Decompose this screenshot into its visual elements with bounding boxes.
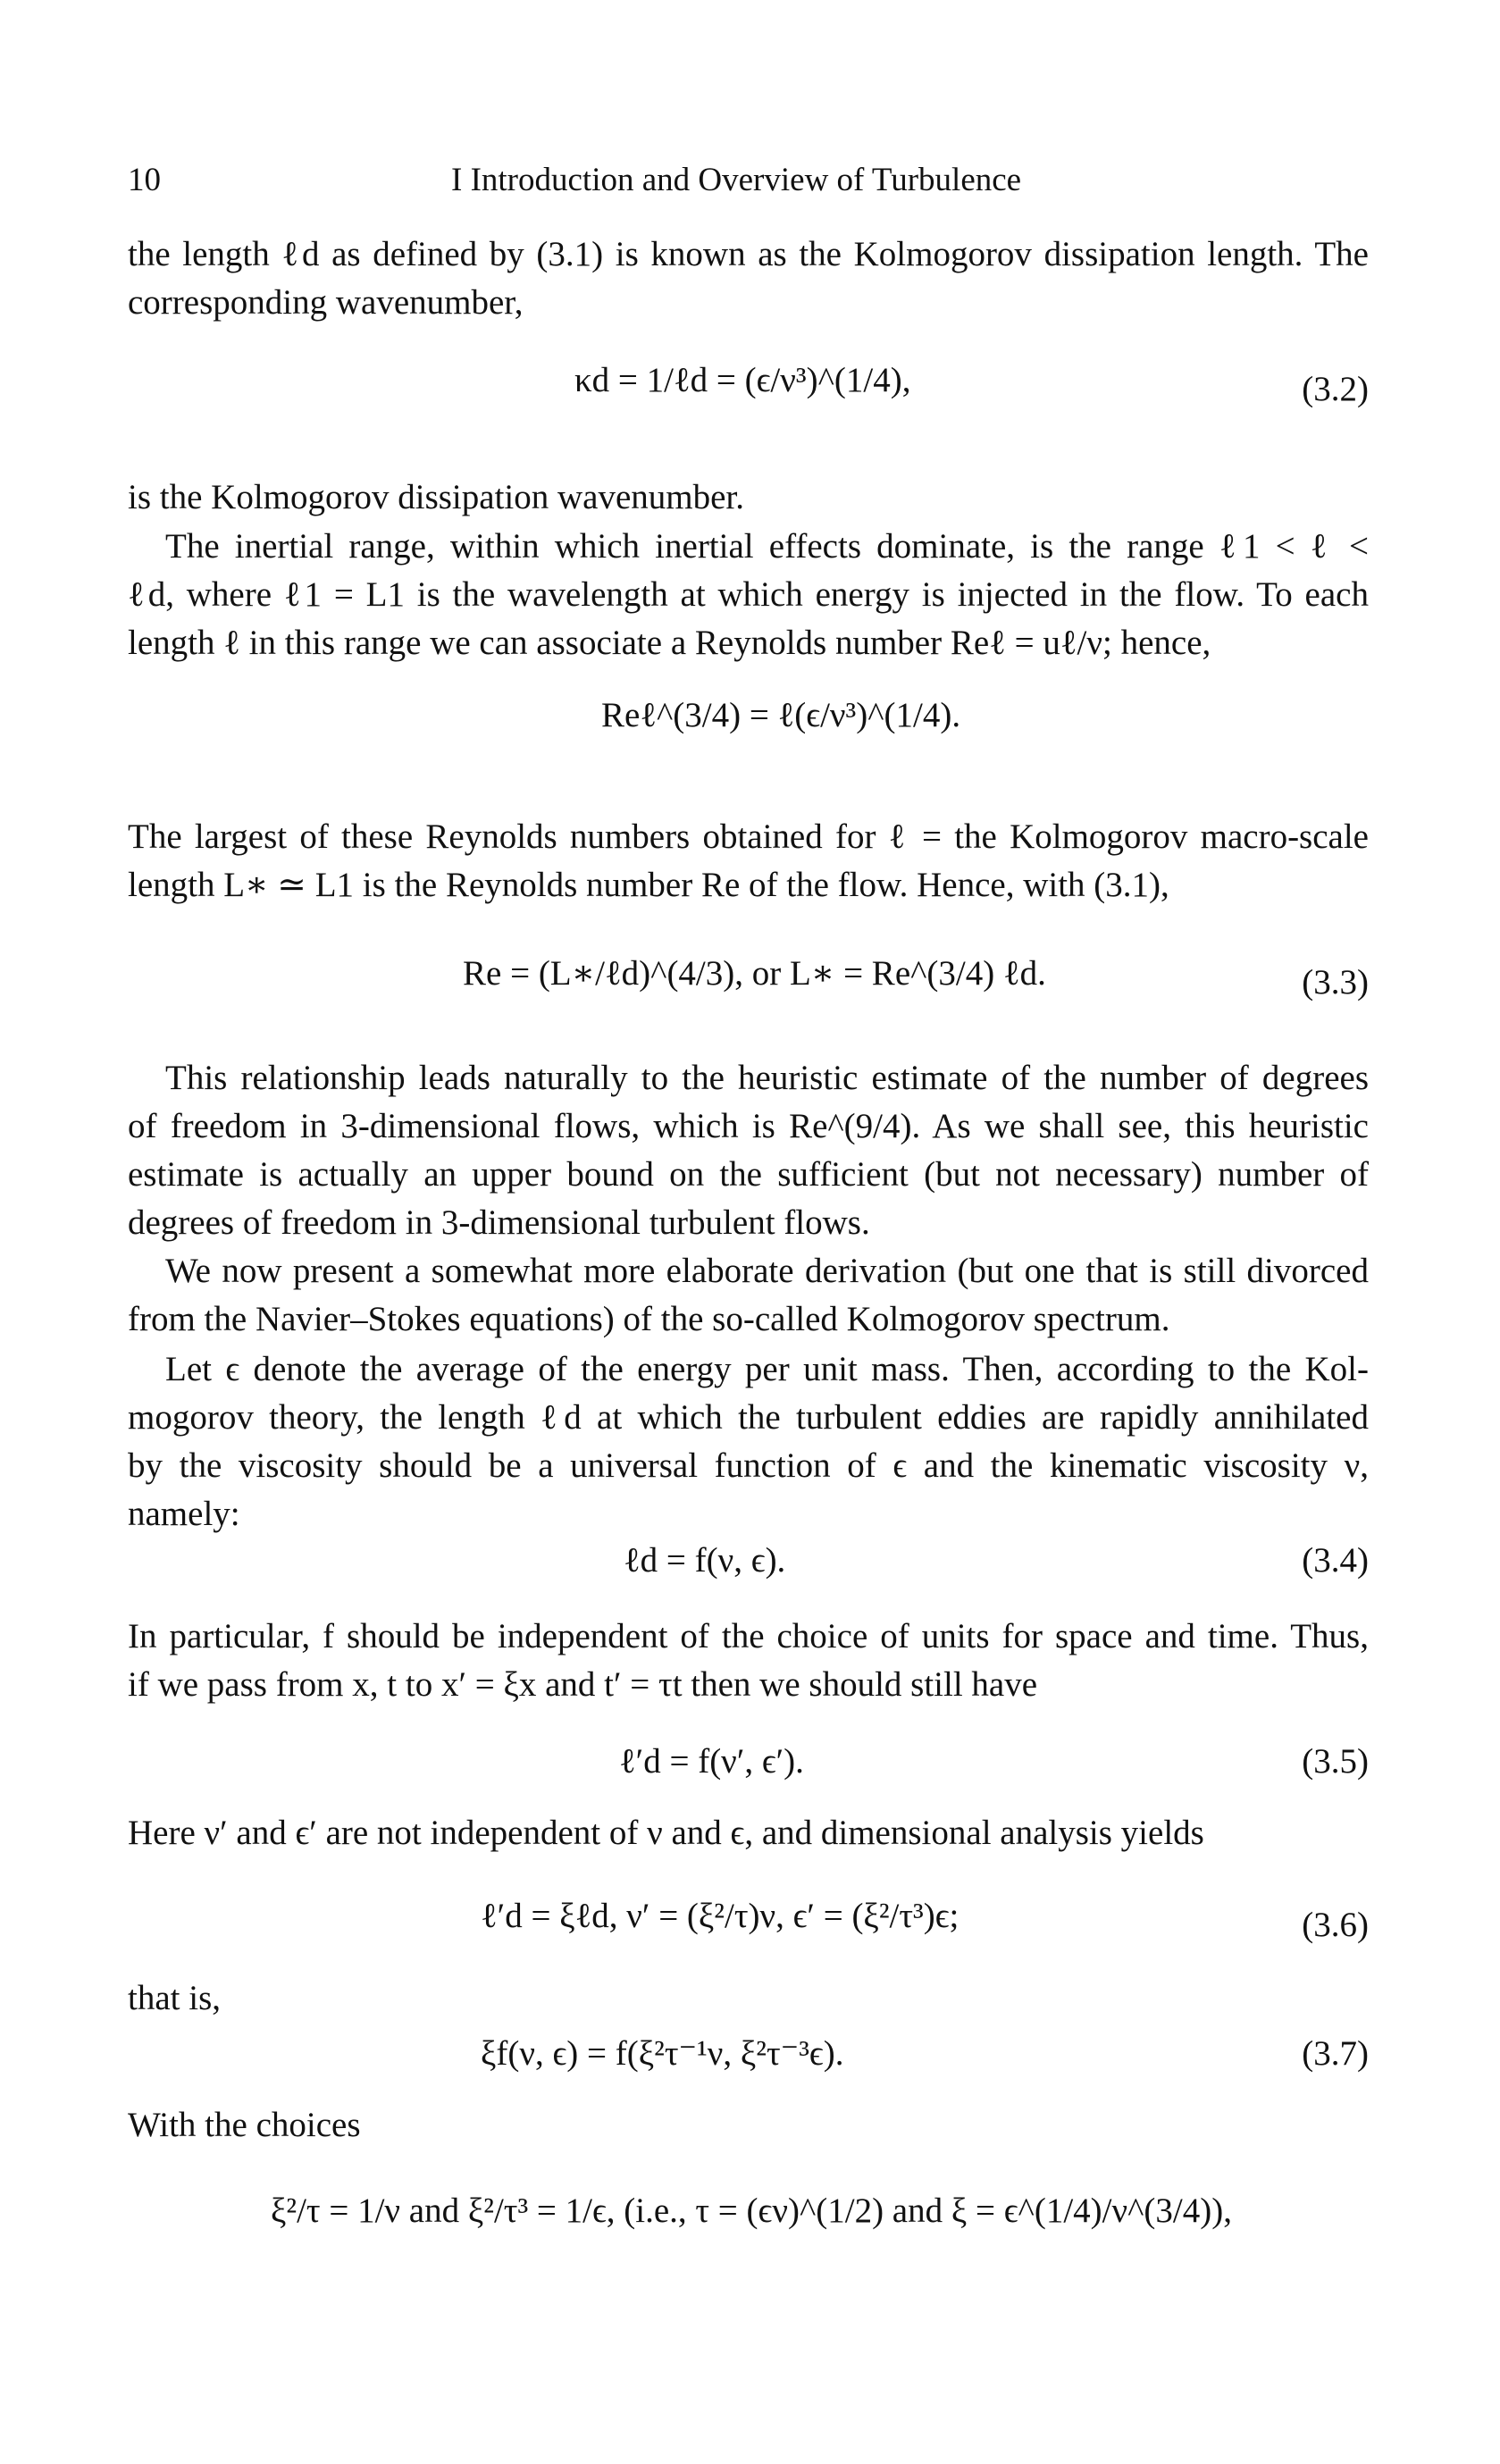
equation-3-5 [128,1738,1369,1791]
text-line: that is, [128,1979,221,2017]
equation-text: κd = 1/ℓd = (ϵ/ν³)^(1/4), [574,361,911,399]
paragraph-dissipation-wavenumber [128,474,1369,522]
paragraph-dimensional-analysis [128,1809,1369,1857]
paragraph-kolmogorov-theory [128,1345,1369,1538]
paragraph-degrees-of-freedom [128,1054,1369,1247]
equation-number: (3.4) [1302,1541,1369,1580]
equation-text: ℓ′d = ξℓd, ν′ = (ξ²/τ)ν, ϵ′ = (ξ²/τ³)ϵ; [481,1897,959,1935]
text-line: length ℓ in this range we can associate a Reynolds number Reℓ = uℓ/ν; hence, [128,624,1211,662]
equation-number: (3.2) [1302,370,1369,408]
text-line: The inertial range, within which inertial effects dominate, is the range ℓ1 < ℓ < [165,527,1369,566]
equation-text: ξf(ν, ϵ) = f(ξ²τ⁻¹ν, ξ²τ⁻³ϵ). [481,2034,844,2073]
text-line: namely: [128,1495,240,1533]
text-line: With the choices [128,2106,361,2144]
equation-text: Reℓ^(3/4) = ℓ(ϵ/ν³)^(1/4). [601,696,961,734]
equation-reynolds-local [128,688,1369,759]
equation-text: ξ²/τ = 1/ν and ξ²/τ³ = 1/ϵ, (i.e., τ = (ϵν)^(1/2) and ξ = ϵ^(1/4)/ν^(3/4)), [271,2192,1232,2230]
text-line: In particular, f should be independent of the choice of units for space and time. Thus, [128,1617,1369,1655]
text-line: Let ϵ denote the average of the energy per unit mass. Then, according to the Kol- [165,1350,1369,1388]
text-line: This relationship leads naturally to the heuristic estimate of the number of degrees [165,1059,1369,1097]
text-line: The largest of these Reynolds numbers obtained for ℓ = the Kolmogorov macro-scale [128,817,1369,856]
paragraph-units-independence [128,1613,1369,1709]
text-line: by the viscosity should be a universal function of ϵ and the kinematic viscosity ν, [128,1446,1369,1485]
running-title: I Introduction and Overview of Turbulence [451,162,1022,198]
equation-number: (3.7) [1302,2034,1369,2073]
equation-3-6 [128,1885,1369,1957]
text-line: estimate is actually an upper bound on the sufficient (but not necessary) number of [128,1155,1369,1194]
equation-3-2 [128,353,1369,424]
equation-number: (3.3) [1302,963,1369,1002]
text-line: We now present a somewhat more elaborate derivation (but one that is still divorced [165,1252,1369,1290]
text-line: corresponding wavenumber, [128,283,524,322]
equation-text: ℓd = f(ν, ϵ). [624,1541,786,1580]
text-line: length L∗ ≃ L1 is the Reynolds number Re of the flow. Hence, with (3.1), [128,866,1169,904]
paragraph-dissipation-length [128,230,1369,327]
text-line: the length ℓd as defined by (3.1) is known as the Kolmogorov dissipation length. The [128,235,1369,273]
paragraph-inertial-range [128,523,1369,667]
equation-choices [128,2180,1369,2251]
text-line: mogorov theory, the length ℓd at which the turbulent eddies are rapidly annihilated [128,1398,1369,1437]
text-line: from the Navier–Stokes equations) of the so-called Kolmogorov spectrum. [128,1300,1170,1338]
paragraph-that-is [128,1974,1369,2023]
page-number: 10 [128,162,161,198]
equation-text: ℓ′d = f(ν′, ϵ′). [619,1742,804,1781]
equation-3-3 [128,943,1369,1014]
text-line: if we pass from x, t to x′ = ξx and t′ = τt then we should still have [128,1665,1038,1704]
equation-number: (3.5) [1302,1742,1369,1781]
equation-3-7 [128,2030,1369,2083]
running-header [128,161,1369,205]
text-line: is the Kolmogorov dissipation wavenumber. [128,478,745,516]
paragraph-derivation [128,1247,1369,1344]
equation-3-4 [128,1537,1369,1590]
text-line: Here ν′ and ϵ′ are not independent of ν and ϵ, and dimensional analysis yields [128,1814,1204,1852]
text-line: ℓd, where ℓ1 = L1 is the wavelength at which energy is injected in the flow. To each [128,575,1369,614]
equation-number: (3.6) [1302,1906,1369,1944]
text-line: of freedom in 3-dimensional flows, which is Re^(9/4). As we shall see, this heuristic [128,1107,1369,1145]
text-line: degrees of freedom in 3-dimensional turbulent flows. [128,1203,870,1242]
equation-text: Re = (L∗/ℓd)^(4/3), or L∗ = Re^(3/4) ℓd. [463,954,1046,993]
paragraph-with-choices [128,2101,1369,2150]
paragraph-macro-scale [128,813,1369,909]
